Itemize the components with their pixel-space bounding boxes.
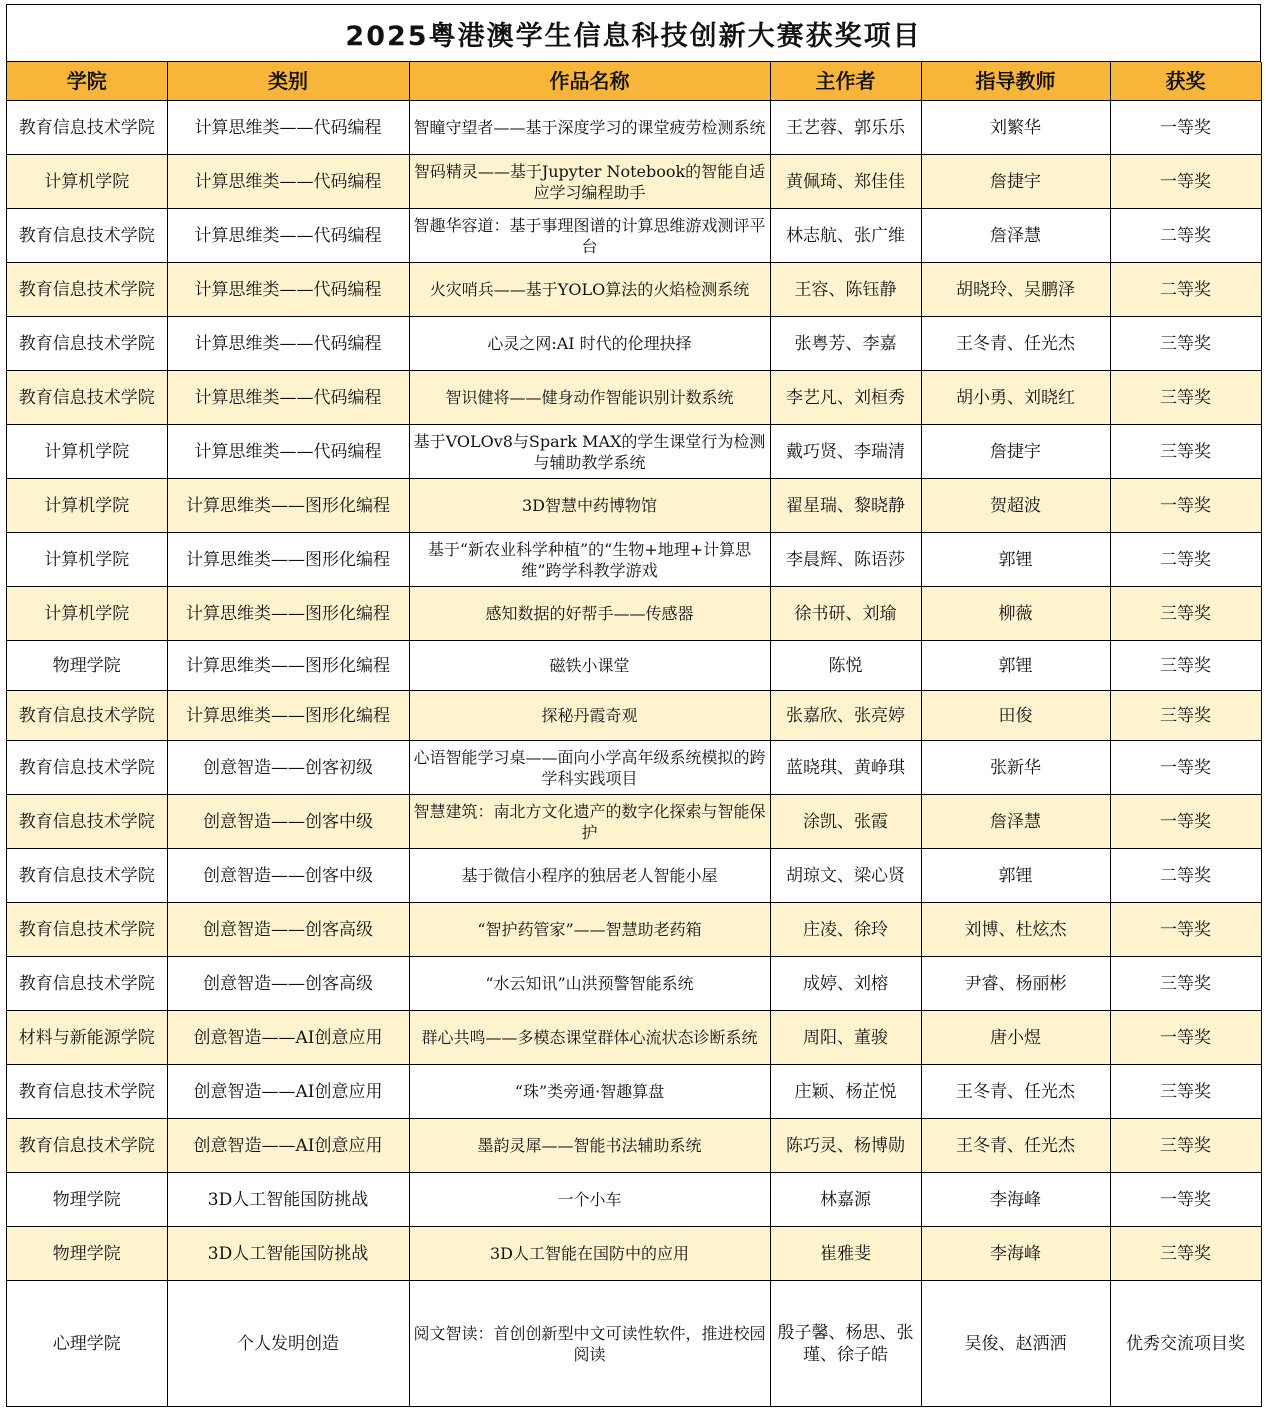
cell-award: 一等奖 — [1110, 795, 1261, 849]
cell-work-title: 3D人工智能在国防中的应用 — [409, 1227, 770, 1281]
cell-advisor: 詹泽慧 — [921, 795, 1110, 849]
cell-advisor: 张新华 — [921, 741, 1110, 795]
cell-award: 一等奖 — [1110, 479, 1261, 533]
cell-work-title: 基于微信小程序的独居老人智能小屋 — [409, 849, 770, 903]
header-category: 类别 — [167, 62, 409, 101]
cell-main-author: 周阳、董骏 — [770, 1011, 921, 1065]
cell-award: 二等奖 — [1110, 533, 1261, 587]
cell-college: 物理学院 — [7, 1227, 167, 1281]
cell-main-author: 庄凌、徐玲 — [770, 903, 921, 957]
cell-advisor: 李海峰 — [921, 1227, 1110, 1281]
cell-work-title: “珠”类旁通·智趣算盘 — [409, 1065, 770, 1119]
cell-award: 三等奖 — [1110, 641, 1261, 691]
cell-category: 计算思维类——代码编程 — [167, 209, 409, 263]
cell-advisor: 王冬青、任光杰 — [921, 1065, 1110, 1119]
cell-advisor: 詹捷宇 — [921, 155, 1110, 209]
header-row — [7, 62, 1261, 101]
cell-work-title: 智识健将——健身动作智能识别计数系统 — [409, 371, 770, 425]
table-row — [7, 263, 1261, 317]
cell-main-author: 崔雅斐 — [770, 1227, 921, 1281]
cell-work-title: 心灵之网:AI 时代的伦理抉择 — [409, 317, 770, 371]
cell-award: 三等奖 — [1110, 1227, 1261, 1281]
cell-main-author: 李晨辉、陈语莎 — [770, 533, 921, 587]
cell-advisor: 詹捷宇 — [921, 425, 1110, 479]
cell-main-author: 蓝晓琪、黄峥琪 — [770, 741, 921, 795]
cell-advisor: 田俊 — [921, 691, 1110, 741]
cell-college: 教育信息技术学院 — [7, 691, 167, 741]
cell-category: 计算思维类——图形化编程 — [167, 691, 409, 741]
table-row — [7, 533, 1261, 587]
cell-college: 教育信息技术学院 — [7, 263, 167, 317]
table-row — [7, 209, 1261, 263]
cell-college: 教育信息技术学院 — [7, 957, 167, 1011]
cell-main-author: 陈悦 — [770, 641, 921, 691]
table-row — [7, 101, 1261, 155]
cell-award: 三等奖 — [1110, 425, 1261, 479]
cell-category: 计算思维类——图形化编程 — [167, 587, 409, 641]
cell-category: 创意智造——AI创意应用 — [167, 1119, 409, 1173]
header-college: 学院 — [7, 62, 167, 101]
cell-main-author: 王容、陈钰静 — [770, 263, 921, 317]
cell-award: 优秀交流项目奖 — [1110, 1281, 1261, 1407]
table-row — [7, 1281, 1261, 1407]
header-advisor: 指导教师 — [921, 62, 1110, 101]
cell-award: 一等奖 — [1110, 903, 1261, 957]
cell-main-author: 徐书研、刘瑜 — [770, 587, 921, 641]
table-body — [7, 101, 1261, 1407]
cell-award: 二等奖 — [1110, 209, 1261, 263]
table-row — [7, 795, 1261, 849]
cell-advisor: 詹泽慧 — [921, 209, 1110, 263]
cell-work-title: 基于“新农业科学种植”的“生物+地理+计算思维”跨学科教学游戏 — [409, 533, 770, 587]
table-row — [7, 641, 1261, 691]
cell-main-author: 涂凯、张霞 — [770, 795, 921, 849]
cell-award: 三等奖 — [1110, 587, 1261, 641]
cell-award: 三等奖 — [1110, 1065, 1261, 1119]
cell-award: 二等奖 — [1110, 263, 1261, 317]
table-row — [7, 371, 1261, 425]
cell-category: 计算思维类——图形化编程 — [167, 641, 409, 691]
cell-college: 教育信息技术学院 — [7, 209, 167, 263]
cell-main-author: 庄颖、杨芷悦 — [770, 1065, 921, 1119]
table-row — [7, 1119, 1261, 1173]
table-row — [7, 1065, 1261, 1119]
cell-award: 一等奖 — [1110, 155, 1261, 209]
awards-sheet — [6, 4, 1261, 1407]
awards-table — [7, 62, 1262, 1407]
cell-main-author: 王艺蓉、郭乐乐 — [770, 101, 921, 155]
cell-college: 教育信息技术学院 — [7, 741, 167, 795]
cell-category: 计算思维类——代码编程 — [167, 155, 409, 209]
cell-main-author: 殷子馨、杨思、张瑾、徐子皓 — [770, 1281, 921, 1407]
cell-college: 教育信息技术学院 — [7, 317, 167, 371]
cell-award: 二等奖 — [1110, 849, 1261, 903]
cell-work-title: 感知数据的好帮手——传感器 — [409, 587, 770, 641]
cell-college: 教育信息技术学院 — [7, 903, 167, 957]
cell-college: 材料与新能源学院 — [7, 1011, 167, 1065]
header-main-author: 主作者 — [770, 62, 921, 101]
cell-category: 计算思维类——代码编程 — [167, 371, 409, 425]
cell-college: 计算机学院 — [7, 425, 167, 479]
cell-award: 三等奖 — [1110, 957, 1261, 1011]
cell-main-author: 李艺凡、刘桓秀 — [770, 371, 921, 425]
cell-award: 一等奖 — [1110, 1011, 1261, 1065]
cell-advisor: 王冬青、任光杰 — [921, 1119, 1110, 1173]
cell-college: 教育信息技术学院 — [7, 371, 167, 425]
cell-main-author: 林嘉源 — [770, 1173, 921, 1227]
cell-college: 计算机学院 — [7, 155, 167, 209]
cell-advisor: 柳薇 — [921, 587, 1110, 641]
cell-college: 心理学院 — [7, 1281, 167, 1407]
table-row — [7, 587, 1261, 641]
header-work-title: 作品名称 — [409, 62, 770, 101]
cell-main-author: 戴巧贤、李瑞清 — [770, 425, 921, 479]
table-row — [7, 155, 1261, 209]
cell-work-title: 心语智能学习桌——面向小学高年级系统模拟的跨学科实践项目 — [409, 741, 770, 795]
cell-advisor: 郭锂 — [921, 533, 1110, 587]
cell-work-title: “智护药管家”——智慧助老药箱 — [409, 903, 770, 957]
table-row — [7, 903, 1261, 957]
cell-category: 3D人工智能国防挑战 — [167, 1173, 409, 1227]
cell-award: 三等奖 — [1110, 1119, 1261, 1173]
cell-work-title: 火灾哨兵——基于YOLO算法的火焰检测系统 — [409, 263, 770, 317]
cell-category: 创意智造——创客中级 — [167, 795, 409, 849]
cell-college: 计算机学院 — [7, 533, 167, 587]
cell-advisor: 郭锂 — [921, 849, 1110, 903]
cell-advisor: 刘博、杜炫杰 — [921, 903, 1110, 957]
cell-main-author: 林志航、张广维 — [770, 209, 921, 263]
cell-advisor: 贺超波 — [921, 479, 1110, 533]
cell-category: 计算思维类——图形化编程 — [167, 479, 409, 533]
table-row — [7, 741, 1261, 795]
cell-category: 个人发明创造 — [167, 1281, 409, 1407]
cell-work-title: 墨韵灵犀——智能书法辅助系统 — [409, 1119, 770, 1173]
cell-advisor: 刘繁华 — [921, 101, 1110, 155]
cell-work-title: 群心共鸣——多模态课堂群体心流状态诊断系统 — [409, 1011, 770, 1065]
table-row — [7, 849, 1261, 903]
cell-category: 创意智造——创客中级 — [167, 849, 409, 903]
cell-college: 计算机学院 — [7, 479, 167, 533]
cell-work-title: 3D智慧中药博物馆 — [409, 479, 770, 533]
cell-main-author: 黄佩琦、郑佳佳 — [770, 155, 921, 209]
sheet-title: 2025粤港澳学生信息科技创新大赛获奖项目 — [7, 5, 1261, 62]
cell-work-title: 基于VOLOv8与Spark MAX的学生课堂行为检测与辅助教学系统 — [409, 425, 770, 479]
table-row — [7, 479, 1261, 533]
cell-main-author: 成婷、刘榕 — [770, 957, 921, 1011]
cell-category: 计算思维类——代码编程 — [167, 263, 409, 317]
cell-award: 三等奖 — [1110, 691, 1261, 741]
table-row — [7, 691, 1261, 741]
cell-main-author: 胡琼文、梁心贤 — [770, 849, 921, 903]
cell-college: 教育信息技术学院 — [7, 1065, 167, 1119]
table-row — [7, 1227, 1261, 1281]
cell-work-title: 智趣华容道：基于事理图谱的计算思维游戏测评平台 — [409, 209, 770, 263]
cell-work-title: 智慧建筑：南北方文化遗产的数字化探索与智能保护 — [409, 795, 770, 849]
table-row — [7, 1173, 1261, 1227]
cell-main-author: 翟星瑞、黎晓静 — [770, 479, 921, 533]
cell-advisor: 李海峰 — [921, 1173, 1110, 1227]
cell-college: 教育信息技术学院 — [7, 795, 167, 849]
cell-award: 一等奖 — [1110, 1173, 1261, 1227]
cell-advisor: 郭锂 — [921, 641, 1110, 691]
cell-work-title: 磁铁小课堂 — [409, 641, 770, 691]
cell-work-title: 智瞳守望者——基于深度学习的课堂疲劳检测系统 — [409, 101, 770, 155]
table-row — [7, 425, 1261, 479]
cell-award: 一等奖 — [1110, 101, 1261, 155]
cell-category: 计算思维类——图形化编程 — [167, 533, 409, 587]
cell-category: 计算思维类——代码编程 — [167, 317, 409, 371]
cell-category: 创意智造——创客高级 — [167, 903, 409, 957]
cell-college: 物理学院 — [7, 641, 167, 691]
cell-category: 创意智造——创客初级 — [167, 741, 409, 795]
cell-work-title: “水云知讯”山洪预警智能系统 — [409, 957, 770, 1011]
table-row — [7, 957, 1261, 1011]
cell-college: 计算机学院 — [7, 587, 167, 641]
cell-advisor: 尹睿、杨丽彬 — [921, 957, 1110, 1011]
cell-award: 三等奖 — [1110, 371, 1261, 425]
cell-category: 创意智造——创客高级 — [167, 957, 409, 1011]
cell-category: 创意智造——AI创意应用 — [167, 1011, 409, 1065]
cell-advisor: 吴俊、赵洒洒 — [921, 1281, 1110, 1407]
cell-college: 物理学院 — [7, 1173, 167, 1227]
cell-main-author: 张嘉欣、张亮婷 — [770, 691, 921, 741]
cell-award: 一等奖 — [1110, 741, 1261, 795]
table-row — [7, 317, 1261, 371]
cell-advisor: 王冬青、任光杰 — [921, 317, 1110, 371]
table-row — [7, 1011, 1261, 1065]
cell-advisor: 唐小煜 — [921, 1011, 1110, 1065]
cell-work-title: 阅文智读：首创创新型中文可读性软件，推进校园阅读 — [409, 1281, 770, 1407]
cell-advisor: 胡小勇、刘晓红 — [921, 371, 1110, 425]
cell-category: 计算思维类——代码编程 — [167, 425, 409, 479]
cell-college: 教育信息技术学院 — [7, 849, 167, 903]
cell-college: 教育信息技术学院 — [7, 101, 167, 155]
cell-category: 创意智造——AI创意应用 — [167, 1065, 409, 1119]
cell-award: 三等奖 — [1110, 317, 1261, 371]
cell-work-title: 智码精灵——基于Jupyter Notebook的智能自适应学习编程助手 — [409, 155, 770, 209]
cell-advisor: 胡晓玲、吴鹏泽 — [921, 263, 1110, 317]
cell-work-title: 一个小车 — [409, 1173, 770, 1227]
cell-category: 计算思维类——代码编程 — [167, 101, 409, 155]
cell-main-author: 张粤芳、李嘉 — [770, 317, 921, 371]
cell-main-author: 陈巧灵、杨博勋 — [770, 1119, 921, 1173]
cell-category: 3D人工智能国防挑战 — [167, 1227, 409, 1281]
cell-work-title: 探秘丹霞奇观 — [409, 691, 770, 741]
cell-college: 教育信息技术学院 — [7, 1119, 167, 1173]
header-award: 获奖 — [1110, 62, 1261, 101]
